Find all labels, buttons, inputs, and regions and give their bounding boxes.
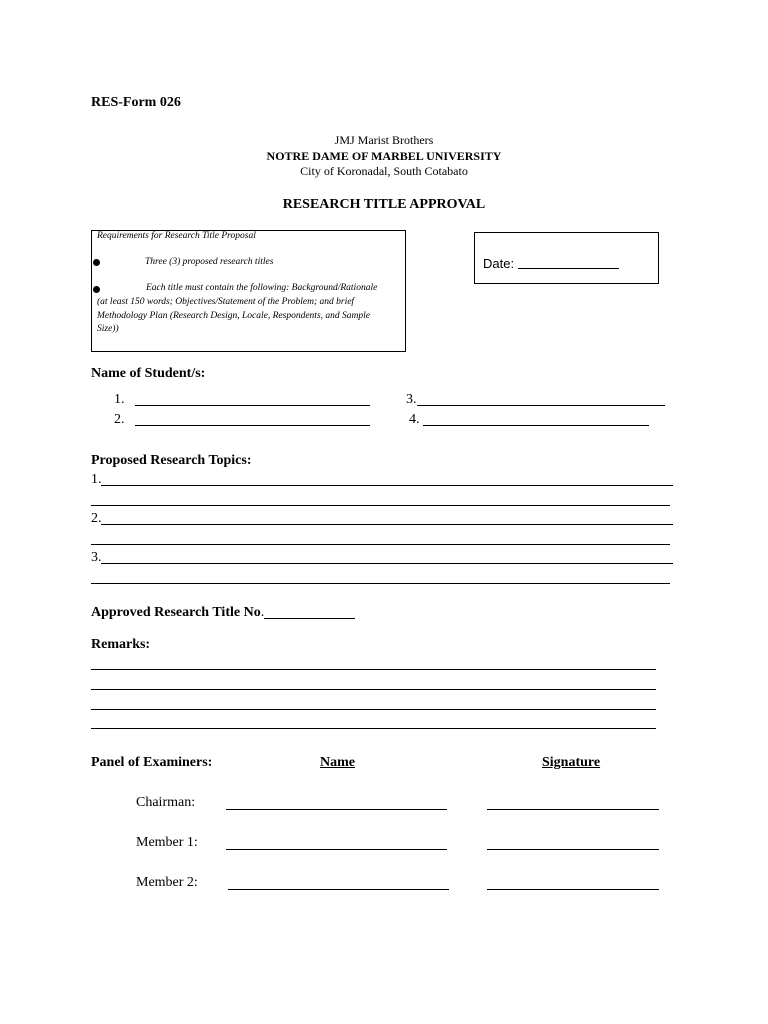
requirements-heading: Requirements for Research Title Proposal [97, 231, 256, 241]
topic-number-2: 2. [91, 511, 102, 526]
chairman-name-field[interactable] [226, 809, 447, 810]
requirement-item-2-line2: (at least 150 words; Objectives/Statement of the Problem; and brief [97, 297, 355, 307]
requirement-item-2-line3: Methodology Plan (Research Design, Locale, Respondents, and Sample [97, 311, 370, 321]
requirement-item-2-line1: Each title must contain the following: Background/Rationale [146, 283, 378, 293]
remarks-field-line4[interactable] [91, 728, 656, 729]
date-field[interactable] [518, 268, 619, 269]
bullet-icon [93, 286, 100, 293]
student-4-field[interactable] [423, 425, 649, 426]
topic-2-field-line2[interactable] [91, 544, 670, 545]
topics-label: Proposed Research Topics: [91, 453, 252, 468]
topic-3-field-line1[interactable] [101, 563, 673, 564]
requirement-item-2-line4: Size)) [97, 324, 119, 334]
student-1-field[interactable] [135, 405, 370, 406]
date-label: Date: [483, 256, 515, 271]
remarks-field-line3[interactable] [91, 709, 656, 710]
form-code: RES-Form 026 [91, 95, 181, 110]
university-location: City of Koronadal, South Cotabato [300, 164, 468, 178]
member-1-signature-field[interactable] [487, 849, 659, 850]
student-number-1: 1. [114, 392, 125, 407]
approved-title-label-group [91, 605, 264, 621]
approved-title-label: Approved Research Title No [91, 605, 261, 620]
topic-3-field-line2[interactable] [91, 583, 670, 584]
remarks-field-line1[interactable] [91, 669, 656, 670]
topic-1-field-line2[interactable] [91, 505, 670, 506]
topic-number-3: 3. [91, 550, 102, 565]
student-number-3: 3. [406, 392, 417, 407]
panel-name-header: Name [320, 755, 355, 770]
chairman-signature-field[interactable] [487, 809, 659, 810]
remarks-label: Remarks: [91, 637, 151, 652]
topic-number-1: 1. [91, 472, 102, 487]
panel-role-member-2: Member 2: [136, 875, 198, 890]
member-1-name-field[interactable] [226, 849, 447, 850]
panel-role-member-1: Member 1: [136, 835, 198, 850]
form-title: RESEARCH TITLE APPROVAL [282, 197, 486, 212]
requirement-item-1: Three (3) proposed research titles [145, 257, 274, 267]
remarks-field-line2[interactable] [91, 689, 656, 690]
student-2-field[interactable] [135, 425, 370, 426]
student-3-field[interactable] [417, 405, 665, 406]
university-name: NOTRE DAME OF MARBEL UNIVERSITY [266, 149, 502, 163]
panel-role-chairman: Chairman: [136, 795, 196, 810]
member-2-signature-field[interactable] [487, 889, 659, 890]
approved-title-field[interactable] [264, 618, 355, 619]
students-label: Name of Student/s: [91, 366, 206, 381]
student-number-2: 2. [114, 412, 125, 427]
header-line1: JMJ Marist Brothers [334, 133, 434, 147]
topic-1-field-line1[interactable] [101, 485, 673, 486]
panel-signature-header: Signature [542, 755, 601, 770]
student-number-4: 4. [409, 412, 420, 427]
topic-2-field-line1[interactable] [101, 524, 673, 525]
approved-title-dot: . [260, 605, 265, 620]
member-2-name-field[interactable] [228, 889, 449, 890]
bullet-icon [93, 259, 100, 266]
panel-label: Panel of Examiners: [91, 755, 213, 770]
